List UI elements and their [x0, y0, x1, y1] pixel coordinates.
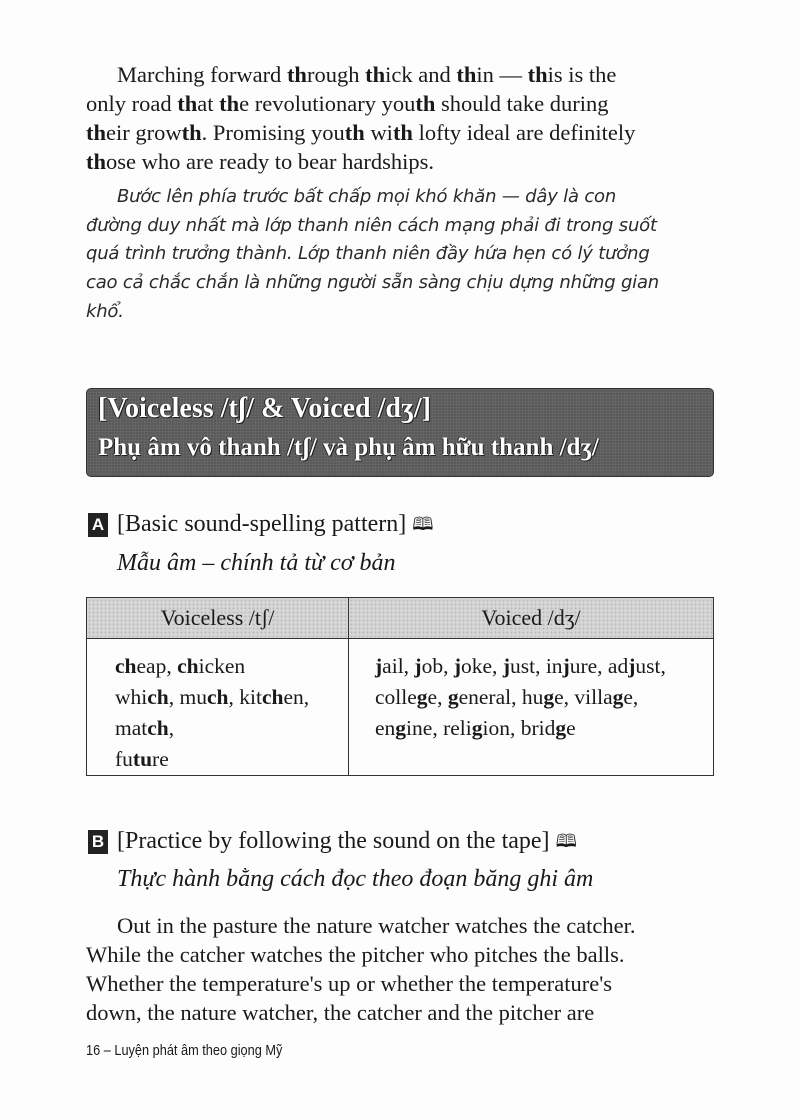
highlighted-letters: g — [395, 716, 407, 740]
text-segment: icken — [198, 654, 246, 678]
highlighted-letters: th — [181, 120, 202, 145]
word-line — [115, 713, 348, 744]
text-segment: in — — [476, 62, 528, 87]
paragraph-line: cao cả chắc chắn là những người sẵn sàng chịu dựng những gian — [86, 272, 660, 293]
page-footer: 16 – Luyện phát âm theo giọng Mỹ — [86, 1042, 283, 1059]
highlighted-letters: ch — [115, 654, 137, 678]
highlighted-letters: g — [555, 716, 567, 740]
text-segment: wi — [364, 120, 393, 145]
section-banner — [86, 388, 714, 477]
paragraph-line: Bước lên phía trước bất chấp mọi khó khăn — dây là con — [117, 186, 617, 207]
highlighted-letters: ch — [206, 685, 229, 709]
text-segment: only road — [86, 91, 178, 116]
text-segment: , — [168, 716, 175, 740]
highlighted-letters: ch — [147, 685, 169, 709]
highlighted-letters: j — [414, 654, 422, 678]
voiceless-cell — [87, 639, 349, 776]
highlighted-letters: th — [456, 62, 477, 87]
text-segment: en — [375, 716, 396, 740]
section-badge: B — [88, 830, 108, 854]
highlighted-letters: g — [543, 685, 555, 709]
text-segment: mat — [115, 716, 148, 740]
text-segment: e revolutionary you — [239, 91, 416, 116]
sound-spelling-table — [86, 597, 714, 776]
highlighted-letters: j — [453, 654, 462, 678]
text-segment: re — [152, 747, 169, 771]
book-icon: 🕮 — [412, 514, 434, 534]
highlighted-letters: th — [392, 120, 413, 145]
highlighted-letters: j — [562, 654, 570, 678]
highlighted-letters: th — [219, 91, 240, 116]
word-line — [375, 713, 713, 744]
text-segment: colle — [375, 685, 417, 709]
column-header-voiced: Voiced /dʒ/ — [349, 598, 714, 639]
text-segment: should take during — [435, 91, 609, 116]
text-segment: lofty ideal are definitely — [412, 120, 636, 145]
paragraph-line: đường duy nhất mà lớp thanh niên cách mạng phải đi trong suốt — [86, 215, 657, 236]
text-segment: ure, ad — [569, 654, 629, 678]
text-segment: e — [566, 716, 576, 740]
highlighted-letters: g — [416, 685, 428, 709]
paragraph-line: quá trình trưởng thành. Lớp thanh niên đầy hứa hẹn có lý tưởng — [86, 243, 650, 264]
highlighted-letters: th — [286, 62, 307, 87]
text-segment: eir grow — [106, 120, 182, 145]
text-segment: eneral, hu — [458, 685, 544, 709]
highlighted-letters: j — [375, 654, 383, 678]
text-segment: ion, brid — [482, 716, 556, 740]
highlighted-letters: ch — [177, 654, 199, 678]
text-segment: ick and — [385, 62, 457, 87]
text-segment: ine, reli — [406, 716, 472, 740]
text-segment: is is the — [547, 62, 617, 87]
highlighted-letters: tu — [132, 747, 153, 771]
word-line — [375, 682, 713, 713]
highlighted-letters: th — [177, 91, 198, 116]
text-segment: e, — [427, 685, 448, 709]
paragraph-line: down, the nature watcher, the catcher and the pitcher are — [86, 1000, 595, 1025]
text-segment: ob, — [421, 654, 454, 678]
section-subtitle: Thực hành bằng cách đọc theo đoạn băng ghi âm — [117, 866, 594, 892]
text-segment: e, villa — [554, 685, 613, 709]
paragraph-line: khổ. — [86, 301, 124, 322]
text-segment: rough — [306, 62, 366, 87]
column-header-voiceless: Voiceless /tʃ/ — [87, 598, 349, 639]
word-line — [115, 682, 348, 713]
text-segment: ail, — [382, 654, 415, 678]
text-segment: , mu — [168, 685, 207, 709]
section-title: [Basic sound-spelling pattern] — [117, 511, 407, 537]
text-segment: eap, — [136, 654, 178, 678]
paragraph-line: Out in the pasture the nature watcher watches the catcher. — [117, 913, 636, 938]
text-segment: ust, in — [509, 654, 563, 678]
highlighted-letters: ch — [147, 716, 169, 740]
table-row — [87, 639, 714, 776]
paragraph-line — [86, 120, 635, 146]
highlighted-letters: j — [628, 654, 636, 678]
text-segment: whi — [115, 685, 148, 709]
word-line — [375, 651, 713, 682]
table-header-row — [87, 598, 714, 639]
highlighted-letters: j — [502, 654, 510, 678]
text-segment: oke, — [461, 654, 503, 678]
section-title: [Practice by following the sound on the tape] — [117, 828, 550, 854]
highlighted-letters: th — [415, 91, 436, 116]
highlighted-letters: th — [86, 149, 107, 174]
banner-title: [Voiceless /tʃ/ & Voiced /dʒ/] — [98, 393, 431, 424]
text-segment: Marching forward — [117, 62, 287, 87]
banner-subtitle: Phụ âm vô thanh /tʃ/ và phụ âm hữu thanh /dʒ/ — [98, 434, 599, 461]
text-segment: . Promising you — [201, 120, 345, 145]
text-segment: , kit — [228, 685, 262, 709]
highlighted-letters: th — [86, 120, 107, 145]
highlighted-letters: th — [344, 120, 365, 145]
book-icon: 🕮 — [555, 831, 577, 851]
text-segment: e, — [623, 685, 639, 709]
highlighted-letters: th — [365, 62, 386, 87]
text-segment: en, — [283, 685, 310, 709]
text-segment: ose who are ready to bear hardships. — [106, 149, 435, 174]
voiced-cell — [349, 639, 714, 776]
paragraph-line: Whether the temperature's up or whether the temperature's — [86, 971, 613, 996]
paragraph-line: While the catcher watches the pitcher who pitches the balls. — [86, 942, 625, 967]
highlighted-letters: g — [471, 716, 483, 740]
text-segment: at — [197, 91, 220, 116]
highlighted-letters: g — [612, 685, 624, 709]
text-segment: ust, — [635, 654, 666, 678]
paragraph-line — [117, 62, 616, 88]
section-badge: A — [88, 513, 108, 537]
highlighted-letters: th — [527, 62, 548, 87]
word-line — [115, 651, 348, 682]
paragraph-line — [86, 91, 608, 117]
highlighted-letters: g — [447, 685, 459, 709]
highlighted-letters: ch — [261, 685, 284, 709]
paragraph-line — [86, 149, 434, 175]
section-subtitle: Mẫu âm – chính tả từ cơ bản — [117, 550, 396, 576]
text-segment: fu — [115, 747, 133, 771]
word-line — [115, 744, 348, 775]
